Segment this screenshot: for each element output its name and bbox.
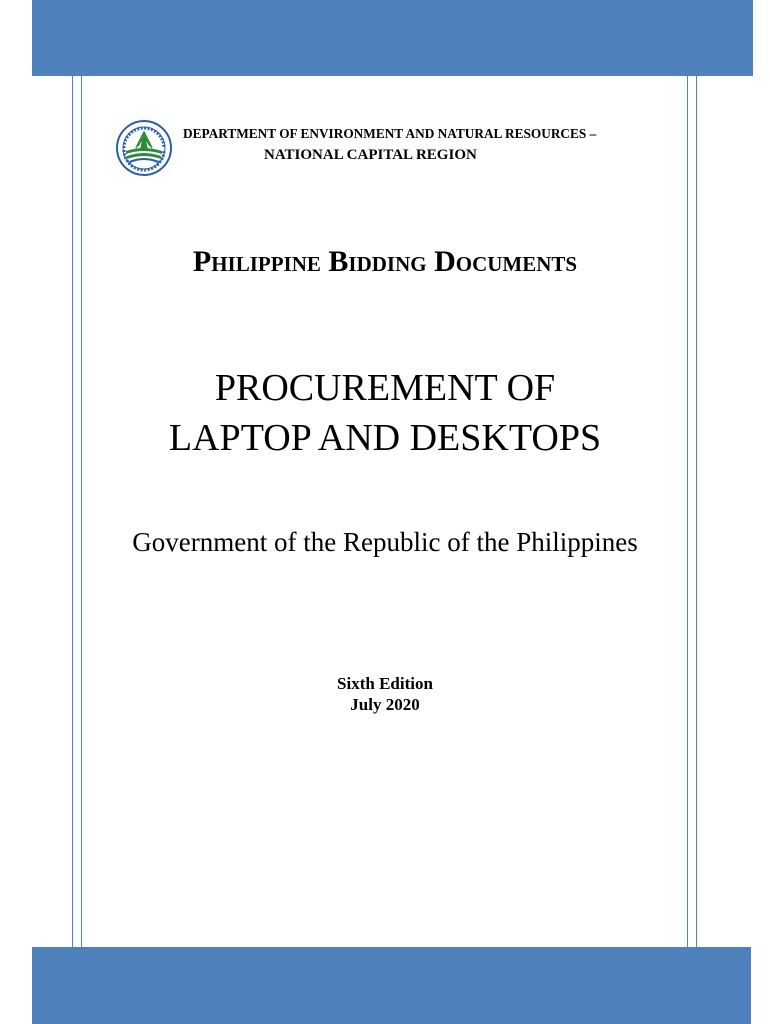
- procurement-title: [0, 363, 770, 463]
- document-type-heading: Philippine Bidding Documents: [192, 245, 578, 278]
- edition-name: Sixth Edition: [337, 674, 433, 693]
- department-name-line1: DEPARTMENT OF ENVIRONMENT AND NATURAL RESOURCES –: [183, 126, 597, 141]
- government-name: Government of the Republic of the Philippines: [132, 527, 638, 557]
- right-border-line-inner: [687, 76, 688, 947]
- edition-date: July 2020: [350, 695, 420, 714]
- left-border-line-outer: [72, 76, 73, 947]
- edition-block: [0, 673, 770, 715]
- denr-seal-logo-icon: [116, 120, 172, 176]
- department-name-line2: NATIONAL CAPITAL REGION: [264, 147, 477, 163]
- procurement-title-line2: LAPTOP AND DESKTOPS: [168, 417, 602, 459]
- bottom-accent-band: [32, 947, 751, 1024]
- left-border-line-inner: [81, 76, 82, 947]
- top-accent-band: [32, 0, 753, 76]
- procurement-title-line1: PROCUREMENT OF: [214, 367, 556, 409]
- right-border-line-outer: [696, 76, 697, 947]
